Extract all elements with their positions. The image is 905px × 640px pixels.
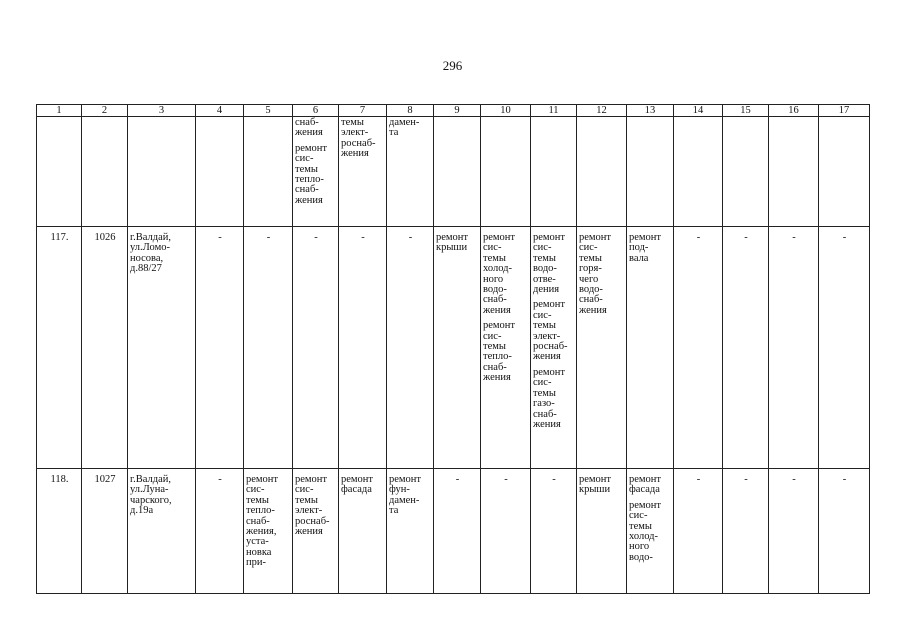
column-header-2: 2 [82,105,128,117]
cell-text-line: водо- [579,284,603,296]
table-cell [293,117,339,227]
cell-text-line: фасада [629,484,660,496]
table-cell [819,227,870,469]
cell-text-line: роснаб- [533,341,568,353]
cell-text-line: г.Валдай, [130,232,171,243]
column-header-9: 9 [434,105,481,117]
column-header-6: 6 [293,105,339,117]
table-cell [577,469,627,594]
cell-text-line: роснаб- [295,515,330,527]
cell-text-line: ремонт [246,474,279,485]
table-cell [387,117,434,227]
cell-text-line: при- [246,557,266,569]
cell-text-line: - [744,232,748,243]
cell-text-line: снаб- [483,294,507,306]
column-header-8: 8 [387,105,434,117]
cell-text-line: тепло- [246,505,275,517]
table-row [37,117,870,227]
table-cell [769,227,819,469]
table-cell [293,469,339,594]
column-header-12: 12 [577,105,627,117]
cell-text-line: тепло- [295,174,324,186]
cell-text-line: ул.Луна- [130,484,169,496]
cell-text-line: сис- [483,330,502,342]
cell-text-line: фасада [341,484,372,496]
cell-text-line: - [361,232,365,243]
cell-text-line: холод- [629,531,658,543]
table-cell [769,469,819,594]
table-cell [339,469,387,594]
table-cell [82,117,128,227]
cell-text-line: ного [629,541,650,553]
cell-text-line: темы [533,387,556,399]
cell-text-line: - [218,232,222,243]
cell-text-line: дения [533,284,560,296]
table-cell [339,227,387,469]
cell-text-line: темы [483,341,506,353]
table-cell [819,117,870,227]
cell-text-line: ремонт [483,232,516,243]
cell-text-line: новка [246,546,272,558]
cell-text-line: ремонт [629,474,662,485]
cell-text-line: снаб- [533,408,557,420]
column-header-5: 5 [244,105,293,117]
cell-text-line: 1026 [94,232,116,243]
cell-text-line: темы [295,163,318,175]
cell-text-line: темы [295,494,318,506]
table-cell [723,469,769,594]
cell-text-line: - [408,232,413,243]
column-header-7: 7 [339,105,387,117]
cell-text-line: сис- [629,510,648,522]
table-cell [196,227,244,469]
cell-text-line: элект- [533,330,561,342]
table-cell [674,227,723,469]
table-cell [37,117,82,227]
cell-text-line: жения [341,148,369,160]
cell-text-line: 117. [50,232,69,243]
cell-text-line: темы [579,252,602,264]
cell-text-line: сис- [533,309,552,321]
table-cell [387,469,434,594]
cell-text-line: ремонт [533,232,566,243]
cell-text-line: темы [341,117,364,128]
cell-text-line: сис- [483,242,502,254]
column-header-10: 10 [481,105,531,117]
cell-text-line: жения [295,194,323,206]
cell-text-line: ремонт [341,474,374,485]
cell-text-line: - [218,474,222,485]
column-header-13: 13 [627,105,674,117]
cell-text-line: водо- [629,551,653,563]
cell-text-line: уста- [246,536,269,548]
table-cell [196,469,244,594]
table-cell [627,227,674,469]
table-cell [387,227,434,469]
table-cell [531,469,577,594]
cell-text-line: элект- [295,505,323,517]
cell-text-line: ного [483,273,504,285]
table-cell [627,117,674,227]
table-cell [244,117,293,227]
table-cell [293,227,339,469]
table-cell [531,227,577,469]
cell-text-line: ремонт [579,232,612,243]
table-cell [128,117,196,227]
cell-text-line: сис- [533,377,552,389]
cell-text-line: - [314,232,318,243]
cell-text-line: тепло- [483,351,512,363]
cell-text-line: жения [295,127,323,139]
cell-text-line: г.Валдай, [130,474,171,485]
cell-text-line: носова, [130,252,164,264]
column-header-15: 15 [723,105,769,117]
table-cell [674,117,723,227]
cell-text-line: - [504,474,508,485]
table-cell [82,227,128,469]
cell-text-line: крыши [436,242,468,254]
table-cell [37,227,82,469]
cell-text-line: крыши [579,484,611,496]
column-header-4: 4 [196,105,244,117]
table-cell [481,227,531,469]
table-cell [627,469,674,594]
cell-text-line: ремонт [295,142,328,154]
table-cell [481,469,531,594]
cell-text-line: дамен- [389,494,420,506]
cell-text-line: жения [483,372,511,384]
column-header-3: 3 [128,105,196,117]
table-cell [531,117,577,227]
cell-text-line: - [842,232,847,243]
cell-text-line: - [696,474,701,485]
cell-text-line: ремонт [483,320,516,332]
cell-text-line: - [696,232,701,243]
cell-text-line: снаб- [295,184,319,196]
table-cell [434,227,481,469]
cell-text-line: ремонт [629,499,662,511]
cell-text-line: чарского, [130,494,172,506]
cell-text-line: - [266,232,271,243]
cell-text-line: водо- [483,284,507,296]
cell-text-line: роснаб- [341,137,376,149]
cell-text-line: - [744,474,748,485]
table-cell [244,227,293,469]
table-cell [82,469,128,594]
cell-text-line: сис- [533,242,552,254]
column-header-1: 1 [37,105,82,117]
cell-text-line: д.88/27 [130,263,162,275]
table-cell [339,117,387,227]
table-cell [244,469,293,594]
header-row [37,105,870,117]
table-cell [723,227,769,469]
table-row [37,227,870,469]
table-cell [434,117,481,227]
cell-text-line: - [842,474,847,485]
cell-text-line: ул.Ломо- [130,242,170,254]
cell-text-line: ремонт [295,474,328,485]
cell-text-line: ремонт [533,366,566,378]
table-cell [577,117,627,227]
cell-text-line: жения [483,304,511,316]
table-row [37,469,870,594]
cell-text-line: та [389,505,399,517]
cell-text-line: ремонт [579,474,612,485]
cell-text-line: под- [629,242,649,254]
table-cell [128,469,196,594]
cell-text-line: сис- [295,153,314,165]
table-cell [434,469,481,594]
cell-text-line: та [389,127,399,139]
cell-text-line: ремонт [389,474,422,485]
cell-text-line: 1027 [94,474,116,485]
cell-text-line: снаб- [483,361,507,373]
cell-text-line: снаб- [246,515,270,527]
cell-text-line: элект- [341,127,369,139]
cell-text-line: водо- [533,263,557,275]
cell-text-line: темы [246,494,269,506]
cell-text-line: жения [533,418,561,430]
column-header-17: 17 [819,105,870,117]
cell-text-line: жения [295,526,323,538]
cell-text-line: ремонт [533,299,566,311]
cell-text-line: 118. [50,474,69,485]
cell-text-line: - [552,474,556,485]
table-cell [128,227,196,469]
page-number: 296 [442,58,463,73]
table-cell [819,469,870,594]
table-cell [481,117,531,227]
cell-text-line: вала [629,252,649,264]
cell-text-line: ремонт [629,232,662,243]
table-cell [674,469,723,594]
cell-text-line: сис- [246,484,265,496]
cell-text-line: жения [579,304,607,316]
cell-text-line: дамен- [389,117,420,128]
cell-text-line: темы [533,252,556,264]
column-header-14: 14 [674,105,723,117]
cell-text-line: - [792,232,796,243]
cell-text-line: жения [533,351,561,363]
cell-text-line: темы [533,320,556,332]
column-header-16: 16 [769,105,819,117]
cell-text-line: - [792,474,796,485]
cell-text-line: отве- [533,273,556,285]
cell-text-line: ремонт [436,232,469,243]
cell-text-line: сис- [295,484,314,496]
table-cell [723,117,769,227]
cell-text-line: темы [483,252,506,264]
cell-text-line: чего [579,273,599,285]
cell-text-line: горя- [579,263,602,275]
cell-text-line: снаб- [579,294,603,306]
table-cell [577,227,627,469]
table-cell [196,117,244,227]
repair-table [36,104,870,594]
cell-text-line: - [455,474,460,485]
cell-text-line: фун- [389,484,410,496]
cell-text-line: сис- [579,242,598,254]
cell-text-line: газо- [533,398,555,410]
cell-text-line: холод- [483,263,512,275]
cell-text-line: темы [629,520,652,532]
cell-text-line: д.19а [130,505,154,517]
cell-text-line: снаб- [295,117,319,128]
column-header-11: 11 [531,105,577,117]
cell-text-line: жения, [246,526,277,538]
table-cell [769,117,819,227]
table-cell [37,469,82,594]
